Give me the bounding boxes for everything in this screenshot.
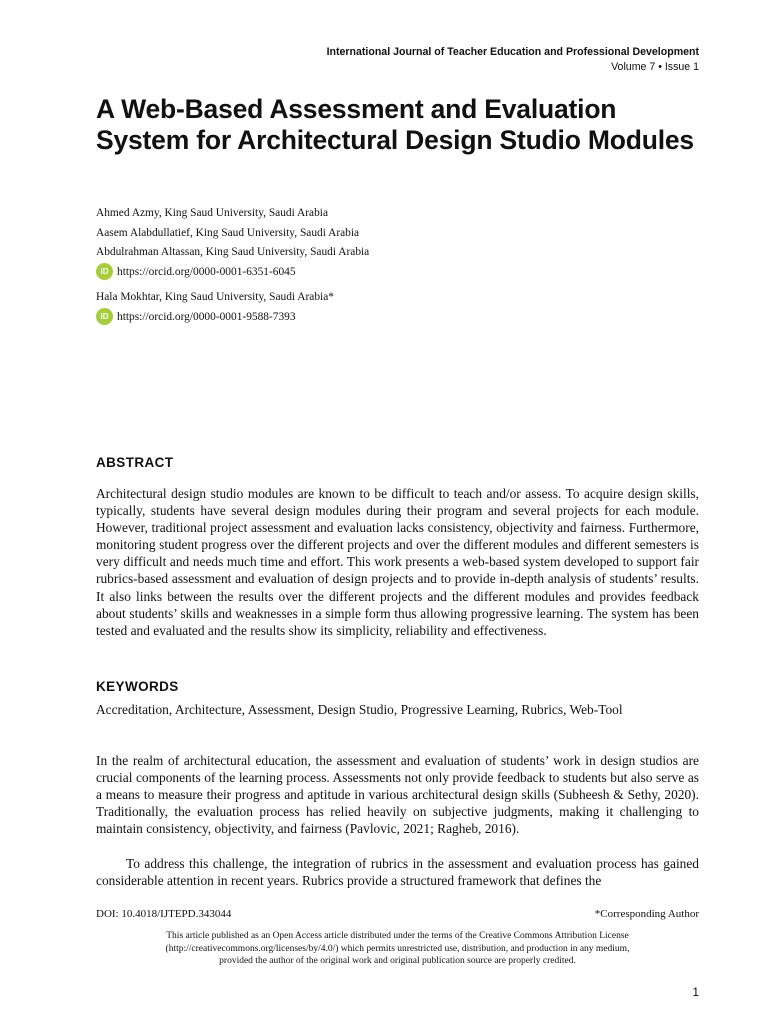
keywords-text: Accreditation, Architecture, Assessment, Design Studio, Progressive Learning, Rubrics, Web-Tool bbox=[96, 702, 623, 717]
body-paragraph: To address this challenge, the integration of rubrics in the assessment and evaluation process has gained considerable attention in recent years. Rubrics provide a structured framework that defines the bbox=[96, 856, 699, 889]
abstract-text: Architectural design studio modules are known to be difficult to teach and/or assess. To acquire design skills, typically, students have several design modules during their program and several projects for each module. However, traditional project assessment and evaluation lacks consistency, objectivity and fairness. Furthermore, monitoring student progress over the different projects and over the different modules and different semesters is very difficult and needs much time and effort. This work presents a web-based system developed to support fair rubrics-based assessment and evaluation of design projects and to provide in-depth analysis of students’ results. It also links between the results over the different projects and the different modules and provides feedback about students’ skills and weaknesses in a simple form thus allowing progressive learning. The system has been tested and evaluated and the results show its simplicity, reliability and effectiveness. bbox=[96, 486, 699, 638]
orcid-icon: iD bbox=[96, 308, 113, 325]
author-line: Abdulrahman Altassan, King Saud University, Saudi Arabia bbox=[96, 246, 370, 258]
journal-title: International Journal of Teacher Education and Professional Development bbox=[326, 46, 699, 58]
license-line: (http://creativecommons.org/licenses/by/4.0/) which permits unrestricted use, distribution, and production in any medium, bbox=[165, 943, 630, 954]
footer-row bbox=[96, 908, 699, 920]
license-line: provided the author of the original work and original publication source are properly credited. bbox=[219, 956, 576, 967]
corresponding-author-note: *Corresponding Author bbox=[594, 908, 699, 920]
abstract-heading: ABSTRACT bbox=[96, 455, 174, 470]
orcid-link[interactable]: https://orcid.org/0000-0001-6351-6045 bbox=[117, 265, 296, 278]
page-number: 1 bbox=[692, 985, 699, 999]
body-paragraph: In the realm of architectural education, the assessment and evaluation of students’ work in design studios are crucial components of the learning process. Assessments not only provide feedback to students but also serve as a means to measure their progress and aptitude in various architectural design skills (Subheesh & Sethy, 2020). Traditionally, the evaluation process has relied heavily on subjective judgments, making it challenging to maintain consistency, objectivity, and fairness (Pavlovic, 2021; Ragheb, 2016). bbox=[96, 753, 699, 837]
author-line: Hala Mokhtar, King Saud University, Saudi Arabia* bbox=[96, 291, 334, 303]
author-list bbox=[96, 205, 369, 328]
doi: DOI: 10.4018/IJTEPD.343044 bbox=[96, 908, 232, 920]
orcid-line bbox=[96, 309, 369, 329]
volume-issue: Volume 7 • Issue 1 bbox=[611, 61, 699, 73]
paper-title: A Web-Based Assessment and Evaluation System for Architectural Design Studio Modules bbox=[96, 94, 694, 155]
keywords-heading: KEYWORDS bbox=[96, 679, 179, 694]
orcid-link[interactable]: https://orcid.org/0000-0001-9588-7393 bbox=[117, 310, 296, 323]
orcid-icon: iD bbox=[96, 263, 113, 280]
orcid-line bbox=[96, 264, 369, 284]
license-notice bbox=[96, 930, 699, 968]
license-line: This article published as an Open Access article distributed under the terms of the Creative Commons Attribution License bbox=[166, 931, 629, 941]
journal-header bbox=[327, 45, 699, 75]
author-line: Ahmed Azmy, King Saud University, Saudi Arabia bbox=[96, 207, 328, 219]
author-line: Aasem Alabdullatief, King Saud University, Saudi Arabia bbox=[96, 226, 360, 239]
